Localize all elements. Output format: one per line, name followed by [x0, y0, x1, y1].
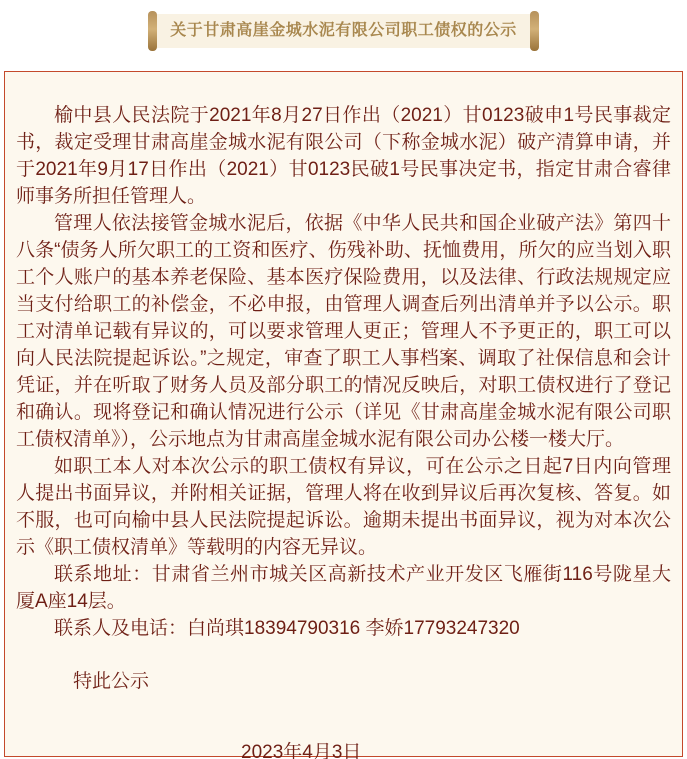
notice-body [4, 71, 683, 757]
notice-paragraph-court-ruling: 榆中县人民法院于2021年8月27日作出（2021）甘0123破申1号民事裁定书，裁定受理甘肃高崖金城水泥有限公司（下称金城水泥）破产清算申请，并于2021年9月17日作出（2021）甘0123民破1号民事决定书，指定甘肃合睿律师事务所担任管理人。 [16, 105, 671, 207]
notice-closing: 特此公示 [73, 671, 150, 692]
notice-date: 2023年4月3日 [241, 742, 362, 759]
notice-paragraph-legal-basis: 管理人依法接管金城水泥后，依据《中华人民共和国企业破产法》第四十八条“债务人所欠职工的工资和医疗、伤残补助、抚恤费用，所欠的应当划入职工个人账户的基本养老保险、基本医疗保险费用，以及法律、行政法规规定应当支付给职工的补偿金，不必申报，由管理人调查后列出清单并予以公示。职工对清单记载有异议的，可以要求管理人更正；管理人不予更正的，职工可以向人民法院提起诉讼。”之规定，审查了职工人事档案、调取了社保信息和会计凭证，并在听取了财务人员及部分职工的情况反映后，对职工债权进行了登记和确认。现将登记和确认情况进行公示（详见《甘肃高崖金城水泥有限公司职工债权清单》），公示地点为甘肃高崖金城水泥有限公司办公楼一楼大厅。 [16, 213, 671, 450]
notice-paragraph-objection-procedure: 如职工本人对本次公示的职工债权有异议，可在公示之日起7日内向管理人提出书面异议，并附相关证据，管理人将在收到异议后再次复核、答复。如不服，也可向榆中县人民法院提起诉讼。逾期未提出书面异议，视为对本次公示《职工债权清单》等载明的内容无异议。 [16, 456, 671, 558]
title-accent-bar-left [148, 11, 157, 51]
notice-paragraph-contact-address: 联系地址：甘肃省兰州市城关区高新技术产业开发区飞雁街116号陇星大厦A座14层。 [16, 564, 671, 612]
notice-paragraph-contact-persons: 联系人及电话：白尚琪18394790316 李娇17793247320 [54, 618, 520, 639]
title-accent-bar-right [530, 11, 539, 51]
notice-header [0, 0, 687, 51]
page-title: 关于甘肃高崖金城水泥有限公司职工债权的公示 [157, 14, 530, 48]
